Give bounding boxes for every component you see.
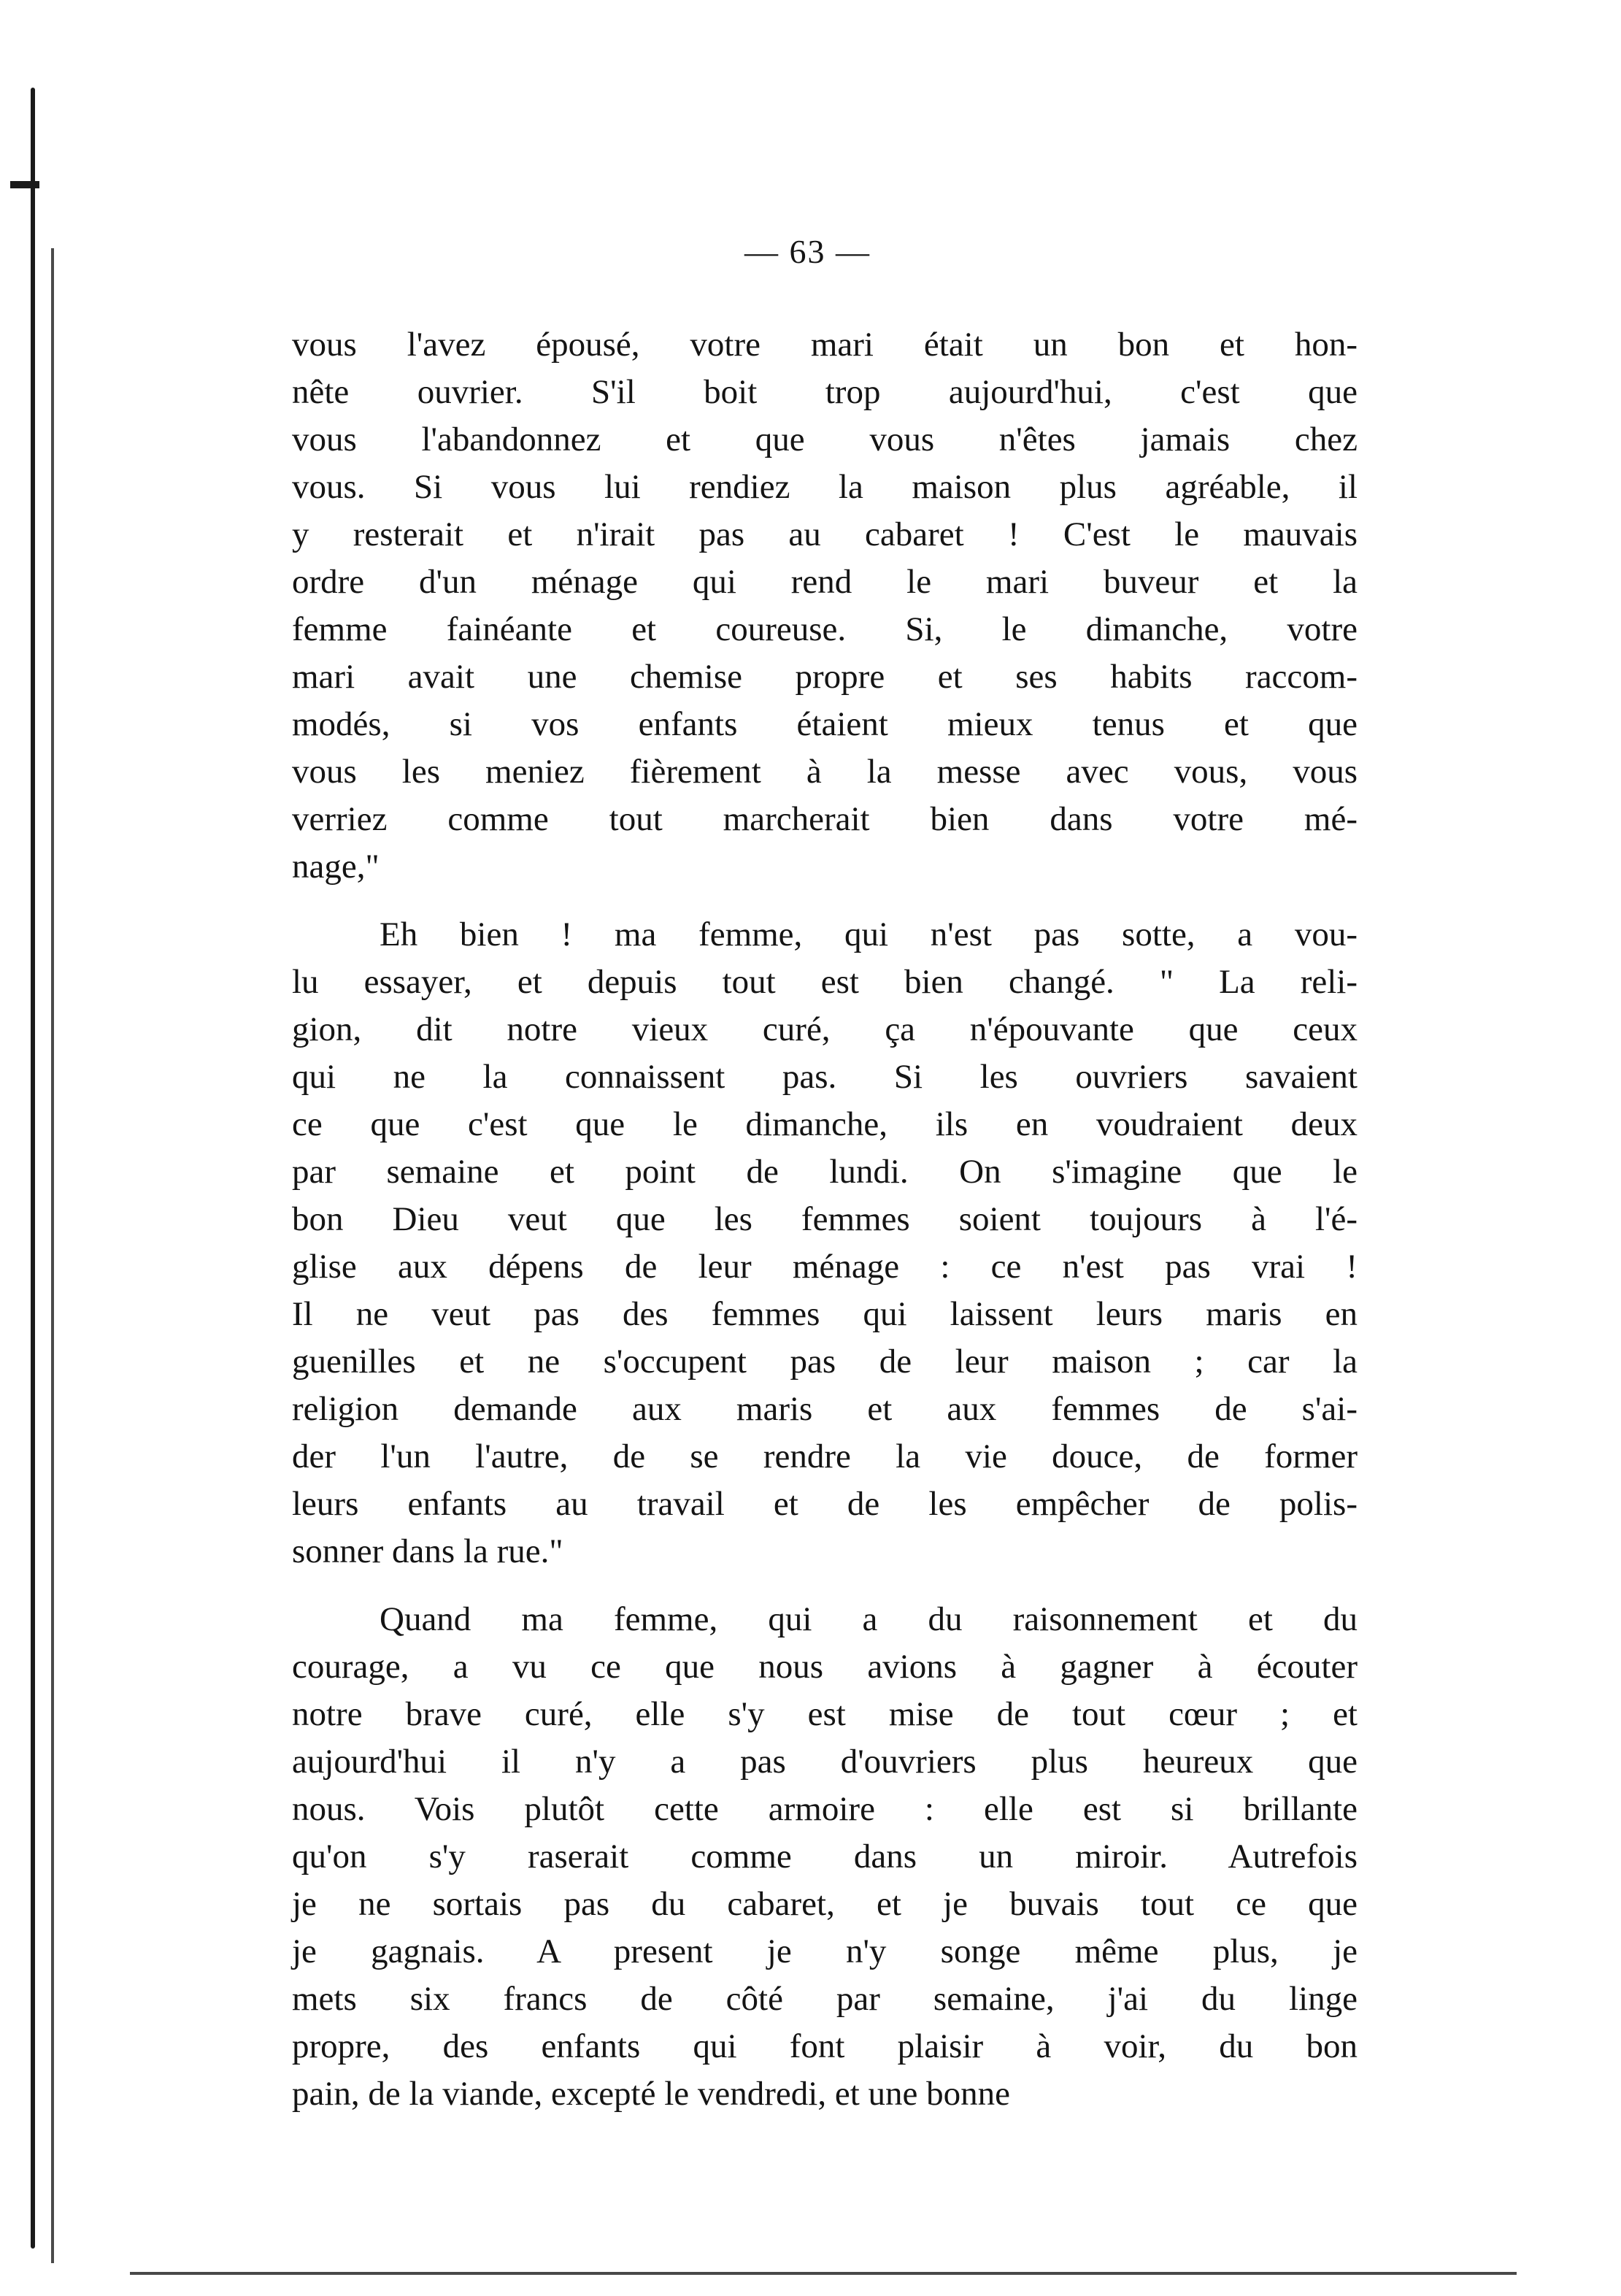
text-line: leurs enfants au travail et de les empêcher de polis-: [292, 1485, 1358, 1523]
text-line: aujourd'hui il n'y a pas d'ouvriers plus heureux que: [292, 1743, 1358, 1781]
text-line: ordre d'un ménage qui rend le mari buveur et la: [292, 563, 1358, 601]
text-line: femme fainéante et coureuse. Si, le dimanche, votre: [292, 610, 1358, 648]
text-line: lu essayer, et depuis tout est bien changé. " La reli-: [292, 963, 1358, 1001]
text-line: je gagnais. A present je n'y songe même plus, je: [292, 1932, 1358, 1970]
binding-edge: [31, 88, 35, 2249]
binding-shadow: [51, 248, 54, 2263]
text-line: religion demande aux maris et aux femmes de s'ai-: [292, 1390, 1358, 1428]
text-line: Eh bien ! ma femme, qui n'est pas sotte, a vou-: [380, 915, 1358, 953]
text-line: gion, dit notre vieux curé, ça n'épouvante que ceux: [292, 1010, 1358, 1048]
text-line: vous l'abandonnez et que vous n'êtes jamais chez: [292, 421, 1358, 458]
body-text: [292, 321, 1358, 2118]
text-line: der l'un l'autre, de se rendre la vie douce, de former: [292, 1437, 1358, 1475]
text-line: courage, a vu ce que nous avions à gagner à écouter: [292, 1648, 1358, 1686]
text-line: vous l'avez épousé, votre mari était un bon et hon-: [292, 326, 1358, 364]
paragraph: [292, 911, 1358, 1575]
text-line: glise aux dépens de leur ménage : ce n'est pas vrai !: [292, 1248, 1358, 1286]
text-line: pain, de la viande, excepté le vendredi, et une bonne: [292, 2075, 1010, 2113]
binding-mark: [10, 181, 39, 188]
text-line: bon Dieu veut que les femmes soient toujours à l'é-: [292, 1200, 1358, 1238]
page-bottom-edge: [130, 2272, 1517, 2275]
text-line: vous. Si vous lui rendiez la maison plus agréable, il: [292, 468, 1358, 506]
text-line: verriez comme tout marcherait bien dans votre mé-: [292, 800, 1358, 838]
paragraph: [292, 321, 1358, 891]
text-line: nête ouvrier. S'il boit trop aujourd'hui, c'est que: [292, 373, 1358, 411]
text-line: propre, des enfants qui font plaisir à voir, du bon: [292, 2027, 1358, 2065]
text-line: Quand ma femme, qui a du raisonnement et du: [380, 1600, 1358, 1638]
text-line: qui ne la connaissent pas. Si les ouvriers savaient: [292, 1058, 1358, 1096]
text-line: vous les meniez fièrement à la messe avec vous, vous: [292, 753, 1358, 791]
paragraph: [292, 1596, 1358, 2118]
text-line: par semaine et point de lundi. On s'imagine que le: [292, 1153, 1358, 1191]
text-line: nous. Vois plutôt cette armoire : elle est si brillante: [292, 1790, 1358, 1828]
text-line: modés, si vos enfants étaient mieux tenus et que: [292, 705, 1358, 743]
paragraph-gap: [292, 1575, 1358, 1596]
text-line: nage,": [292, 848, 380, 886]
paragraph-gap: [292, 891, 1358, 911]
text-line: ce que c'est que le dimanche, ils en voudraient deux: [292, 1105, 1358, 1143]
page-number: — 63 —: [744, 233, 871, 270]
text-line: qu'on s'y raserait comme dans un miroir. Autrefois: [292, 1838, 1358, 1875]
text-line: mari avait une chemise propre et ses habits raccom-: [292, 658, 1358, 696]
text-line: sonner dans la rue.": [292, 1532, 563, 1570]
text-line: notre brave curé, elle s'y est mise de tout cœur ; et: [292, 1695, 1358, 1733]
text-line: je ne sortais pas du cabaret, et je buvais tout ce que: [292, 1885, 1358, 1923]
text-line: Il ne veut pas des femmes qui laissent leurs maris en: [292, 1295, 1358, 1333]
text-line: y resterait et n'irait pas au cabaret ! C'est le mauvais: [292, 515, 1358, 553]
text-line: mets six francs de côté par semaine, j'ai du linge: [292, 1980, 1358, 2018]
text-line: guenilles et ne s'occupent pas de leur maison ; car la: [292, 1343, 1358, 1381]
